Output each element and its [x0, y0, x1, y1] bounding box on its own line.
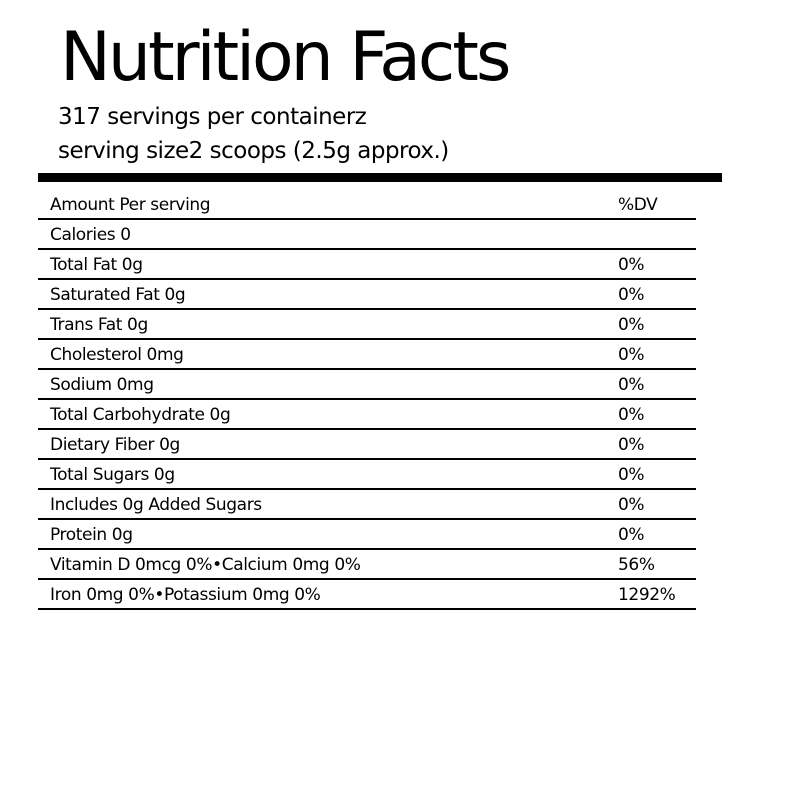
table-row	[38, 280, 696, 310]
nutrient-dv: 0%	[618, 345, 645, 365]
serving-size: serving size2 scoops (2.5g approx.)	[58, 138, 449, 164]
daily-value-header: %DV	[618, 195, 658, 215]
thick-divider	[38, 173, 722, 182]
table-header-row	[38, 190, 696, 220]
nutrient-dv: 0%	[618, 525, 645, 545]
nutrient-dv: 0%	[618, 465, 645, 485]
nutrient-dv: 0%	[618, 315, 645, 335]
table-row	[38, 250, 696, 280]
table-row	[38, 370, 696, 400]
table-row	[38, 550, 696, 580]
table-row	[38, 340, 696, 370]
servings-per-container: 317 servings per containerz	[58, 104, 367, 130]
nutrient-label: Dietary Fiber 0g	[50, 435, 180, 455]
nutrient-dv: 0%	[618, 375, 645, 395]
table-row	[38, 520, 696, 550]
nutrient-label: Total Carbohydrate 0g	[50, 405, 231, 425]
nutrient-dv: 0%	[618, 495, 645, 515]
nutrient-dv: 1292%	[618, 585, 676, 605]
table-row	[38, 460, 696, 490]
nutrient-label: Saturated Fat 0g	[50, 285, 186, 305]
nutrient-label: Iron 0mg 0%•Potassium 0mg 0%	[50, 585, 321, 605]
table-row	[38, 310, 696, 340]
nutrient-dv: 56%	[618, 555, 655, 575]
amount-per-serving-label: Amount Per serving	[50, 195, 211, 215]
nutrient-dv: 0%	[618, 255, 645, 275]
nutrient-label: Sodium 0mg	[50, 375, 154, 395]
page-title: Nutrition Facts	[60, 18, 509, 97]
nutrient-label: Total Fat 0g	[50, 255, 143, 275]
nutrient-label: Cholesterol 0mg	[50, 345, 184, 365]
table-row	[38, 220, 696, 250]
table-row	[38, 430, 696, 460]
table-row	[38, 580, 696, 610]
table-row	[38, 400, 696, 430]
nutrient-label: Trans Fat 0g	[50, 315, 148, 335]
nutrient-label: Calories 0	[50, 225, 131, 245]
nutrient-label: Protein 0g	[50, 525, 133, 545]
nutrient-dv: 0%	[618, 405, 645, 425]
nutrient-dv: 0%	[618, 285, 645, 305]
nutrient-label: Vitamin D 0mcg 0%•Calcium 0mg 0%	[50, 555, 361, 575]
nutrient-label: Total Sugars 0g	[50, 465, 175, 485]
table-row	[38, 490, 696, 520]
nutrient-label: Includes 0g Added Sugars	[50, 495, 262, 515]
nutrient-dv: 0%	[618, 435, 645, 455]
nutrition-table	[38, 190, 696, 610]
